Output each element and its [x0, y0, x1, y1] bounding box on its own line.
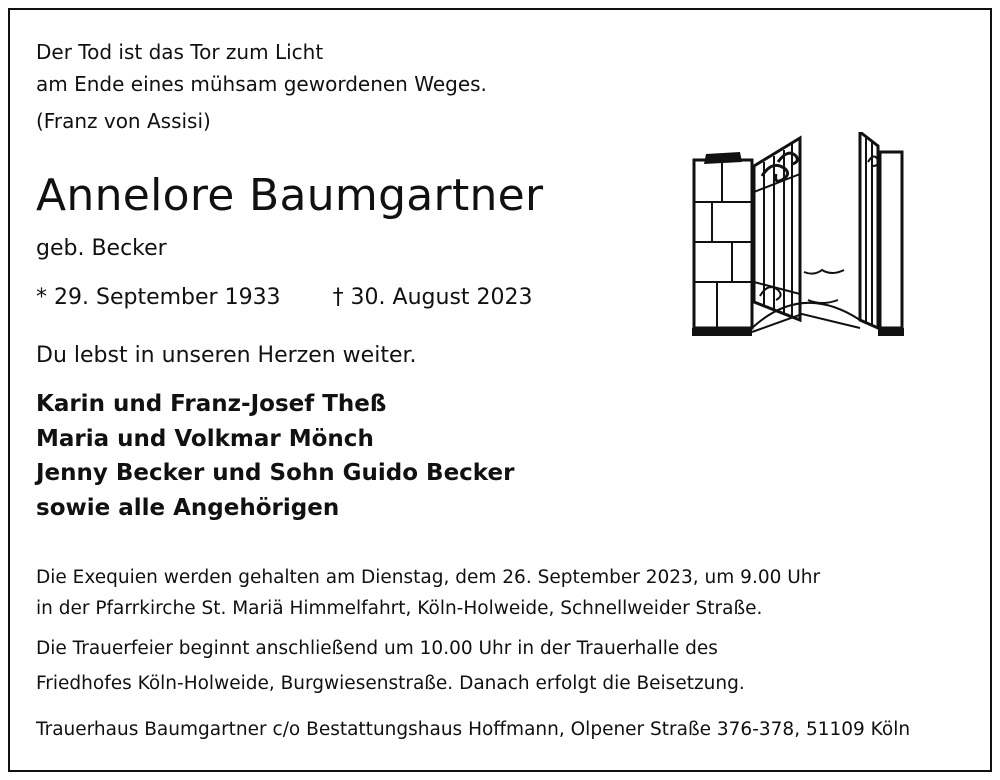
birth-date: * 29. September 1933 [36, 285, 281, 310]
service-line-3: Die Trauerfeier beginnt anschließend um 10.00 Uhr in der Trauerhalle des [36, 638, 718, 659]
tagline: Du lebst in unseren Herzen weiter. [36, 343, 417, 368]
life-dates [36, 285, 533, 310]
mourner-4: sowie alle Angehörigen [36, 495, 340, 521]
open-gate-icon [692, 132, 908, 336]
service-line-1: Die Exequien werden gehalten am Dienstag, dem 26. September 2023, um 9.00 Uhr [36, 567, 821, 588]
service-line-4: Friedhofes Köln-Holweide, Burgwiesenstraße. Danach erfolgt die Beisetzung. [36, 673, 745, 694]
mourner-1: Karin und Franz-Josef Theß [36, 391, 387, 417]
birth-name: geb. Becker [36, 236, 167, 261]
quote-author: (Franz von Assisi) [36, 109, 211, 133]
service-line-2: in der Pfarrkirche St. Mariä Himmelfahrt, Köln-Holweide, Schnellweider Straße. [36, 598, 763, 619]
quote-line-2: am Ende eines mühsam gewordenen Weges. [36, 72, 487, 96]
death-date: † 30. August 2023 [332, 285, 533, 310]
quote-line-1: Der Tod ist das Tor zum Licht [36, 40, 324, 64]
deceased-name: Annelore Baumgartner [36, 170, 544, 221]
mourner-2: Maria und Volkmar Mönch [36, 426, 374, 452]
mourner-3: Jenny Becker und Sohn Guido Becker [36, 460, 515, 486]
address: Trauerhaus Baumgartner c/o Bestattungshaus Hoffmann, Olpener Straße 376-378, 51109 Köln [36, 719, 911, 740]
